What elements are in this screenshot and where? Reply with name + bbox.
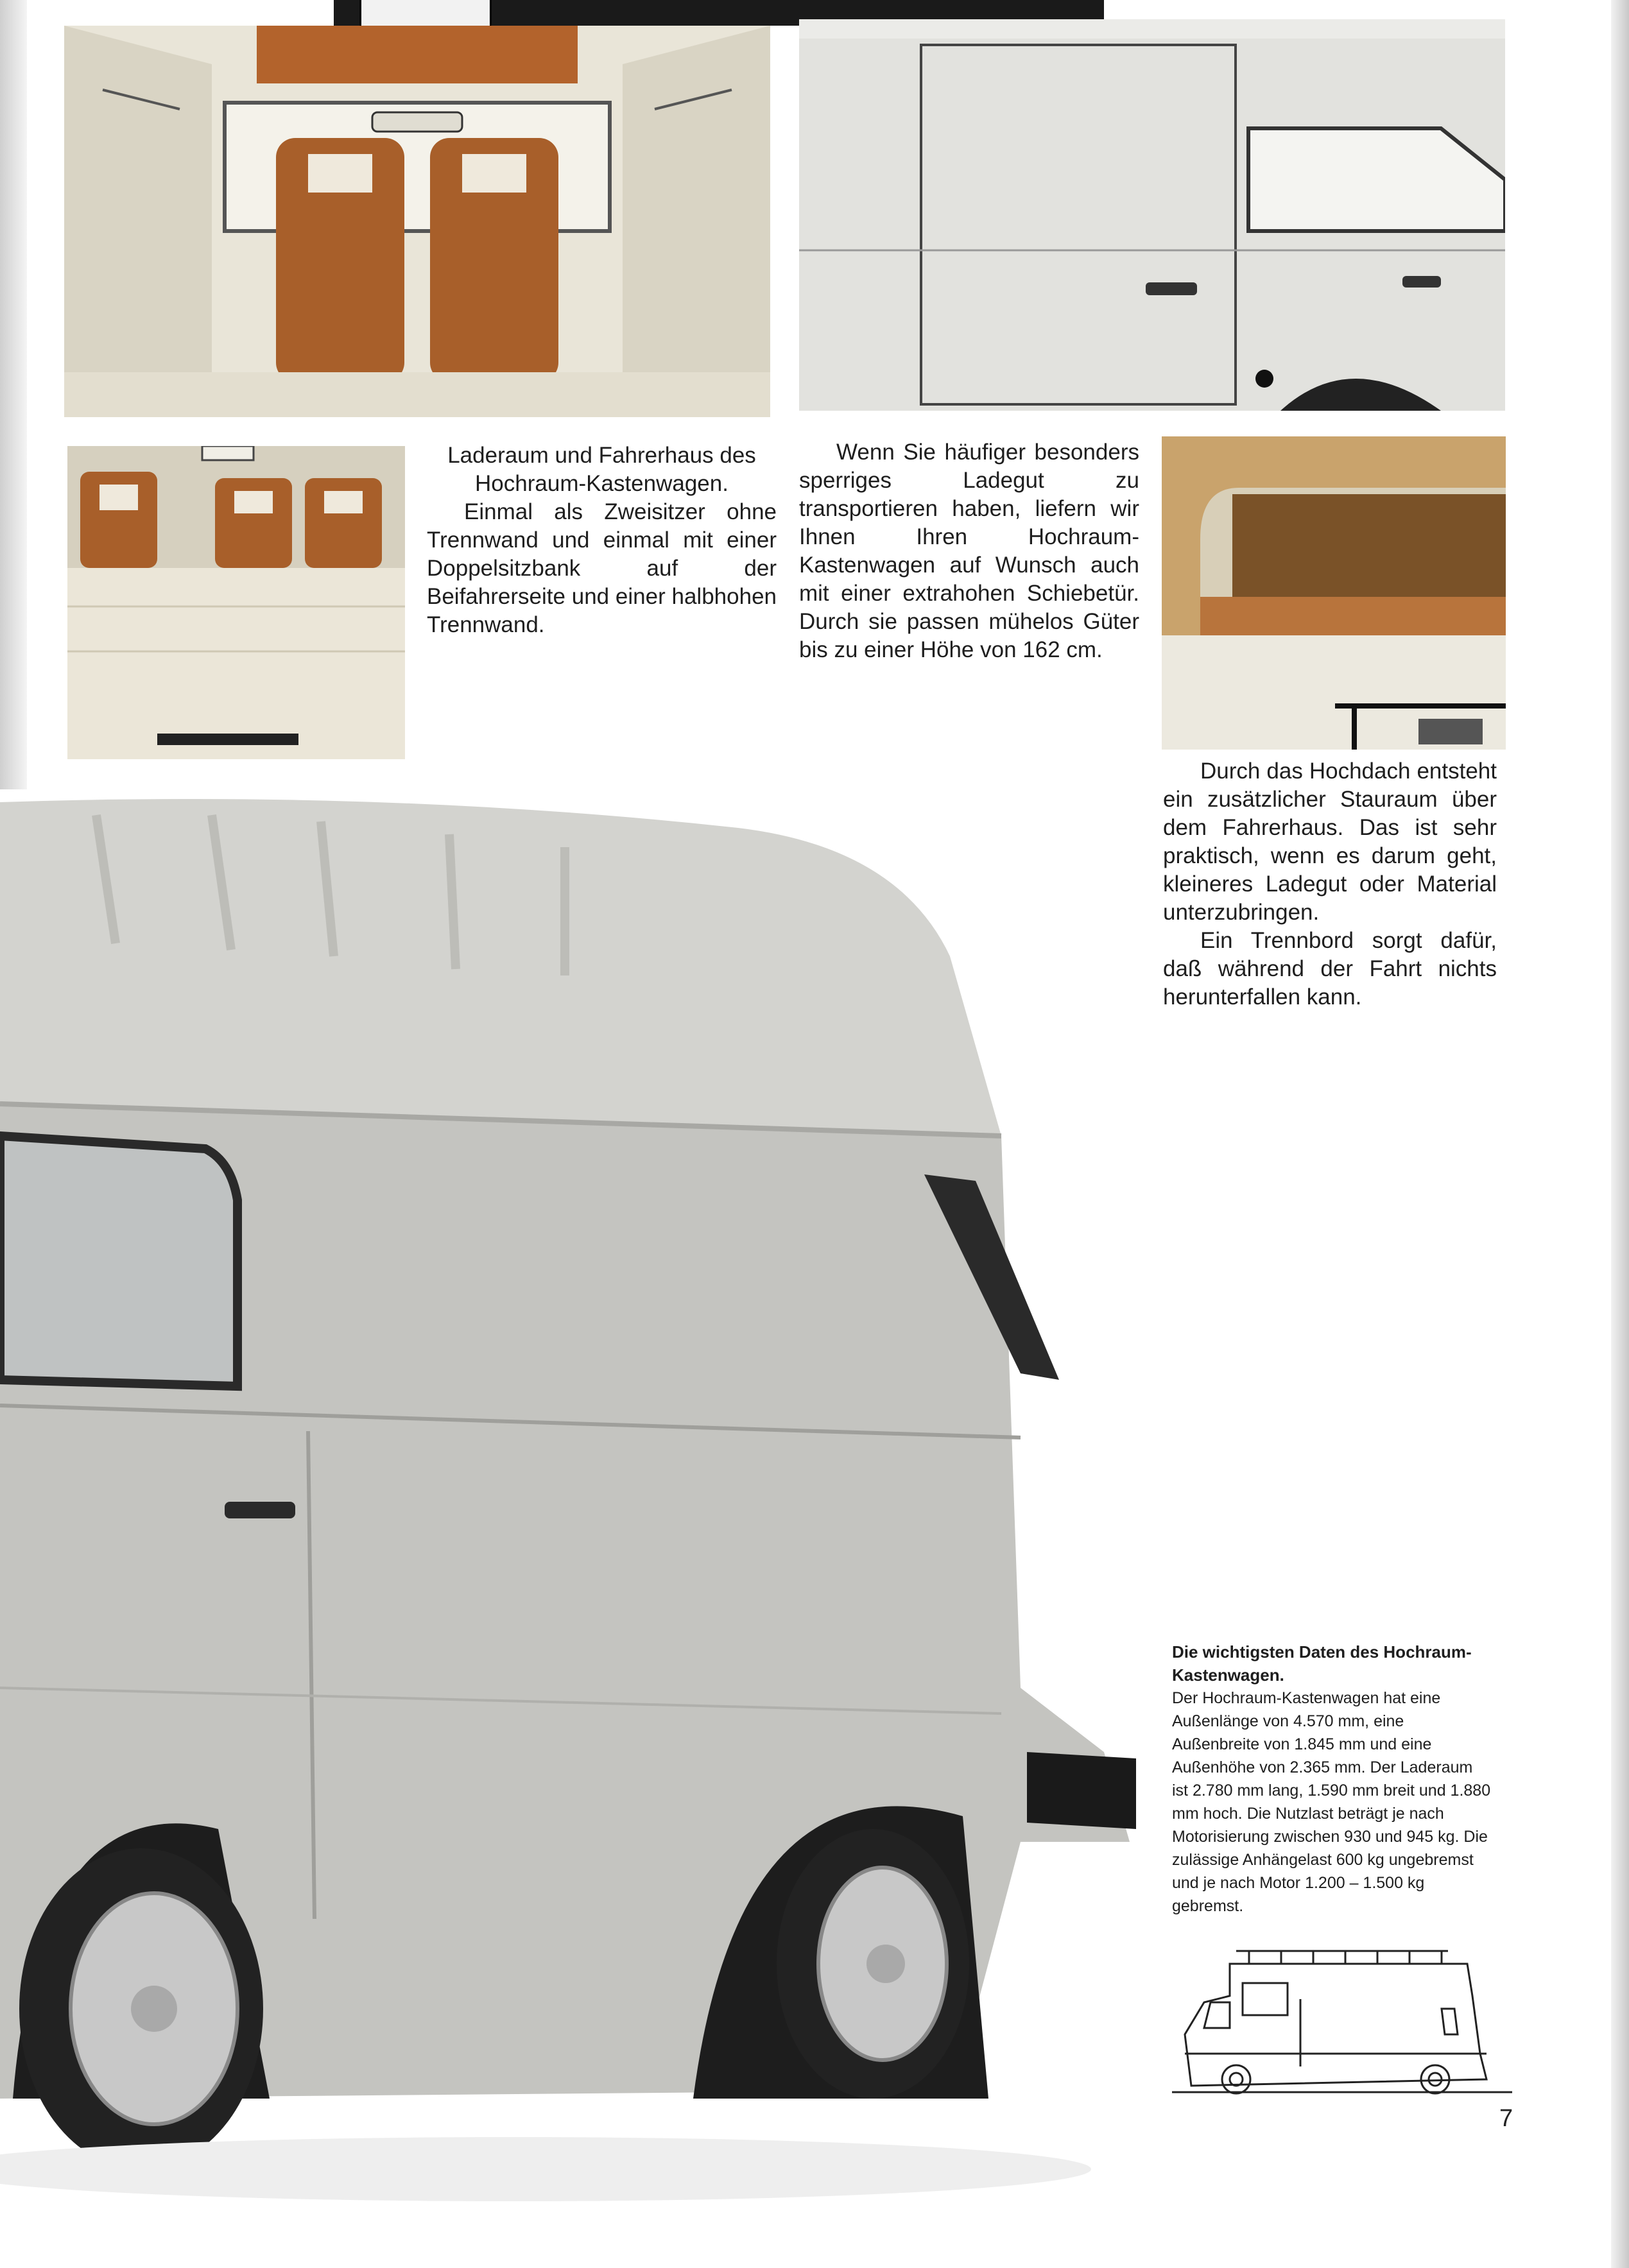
caption-door-p1: Wenn Sie häufiger besonders sperriges Ladegut zu transportieren haben, liefern wir Ihnen Ihren Hochraum-Kastenwagen auf Wunsch auch mit einer extrahohen Schiebetür. Durch sie passen mühelos Güter bis zu einer Höhe von 162 cm. bbox=[799, 440, 1139, 662]
van-line-drawing bbox=[1172, 1938, 1519, 2113]
specs-block bbox=[1172, 1640, 1493, 1918]
page-edge bbox=[1611, 0, 1629, 2268]
caption-cab-p2: Einmal als Zweisitzer ohne Trennwand und einmal mit einer Doppelsitzbank auf der Beifahrerseite und einer halbhohen Trennwand. bbox=[427, 499, 777, 637]
caption-sliding-door bbox=[799, 438, 1139, 664]
specs-heading: Die wichtigsten Daten des Hochraum-Kastenwagen. bbox=[1172, 1642, 1472, 1685]
caption-roof-p1: Durch das Hochdach entsteht ein zusätzlicher Stauraum über dem Fahrerhaus. Das ist sehr praktisch, wenn es darum geht, kleineres Ladegut oder Material unterzubringen. bbox=[1163, 759, 1497, 925]
caption-cab-p1: Laderaum und Fahrerhaus des Hochraum-Kastenwagen. bbox=[447, 443, 756, 496]
photo-cargo-interior bbox=[64, 26, 770, 417]
photo-roof-storage bbox=[1162, 436, 1506, 750]
caption-roof-storage bbox=[1163, 757, 1497, 1011]
page-number: 7 bbox=[1499, 2105, 1513, 2132]
photo-sliding-door bbox=[799, 19, 1505, 411]
photo-van-main bbox=[0, 789, 1155, 2268]
caption-cab bbox=[427, 442, 777, 639]
photo-double-bench bbox=[67, 446, 405, 759]
caption-roof-p2: Ein Trennbord sorgt dafür, daß während der Fahrt nichts herunterfallen kann. bbox=[1163, 928, 1497, 1009]
strip-logo bbox=[359, 0, 492, 26]
specs-body: Der Hochraum-Kastenwagen hat eine Außenlänge von 4.570 mm, eine Außenbreite von 1.845 mm und eine Außenhöhe von 2.365 mm. Der Laderaum ist 2.780 mm lang, 1.590 mm breit und 1.880 mm hoch. Die Nutzlast beträgt je nach Motorisierung zwischen 930 und 945 kg. Die zulässige Anhängelast 600 kg ungebremst und je nach Motor 1.200 – 1.500 kg gebremst. bbox=[1172, 1689, 1491, 1915]
